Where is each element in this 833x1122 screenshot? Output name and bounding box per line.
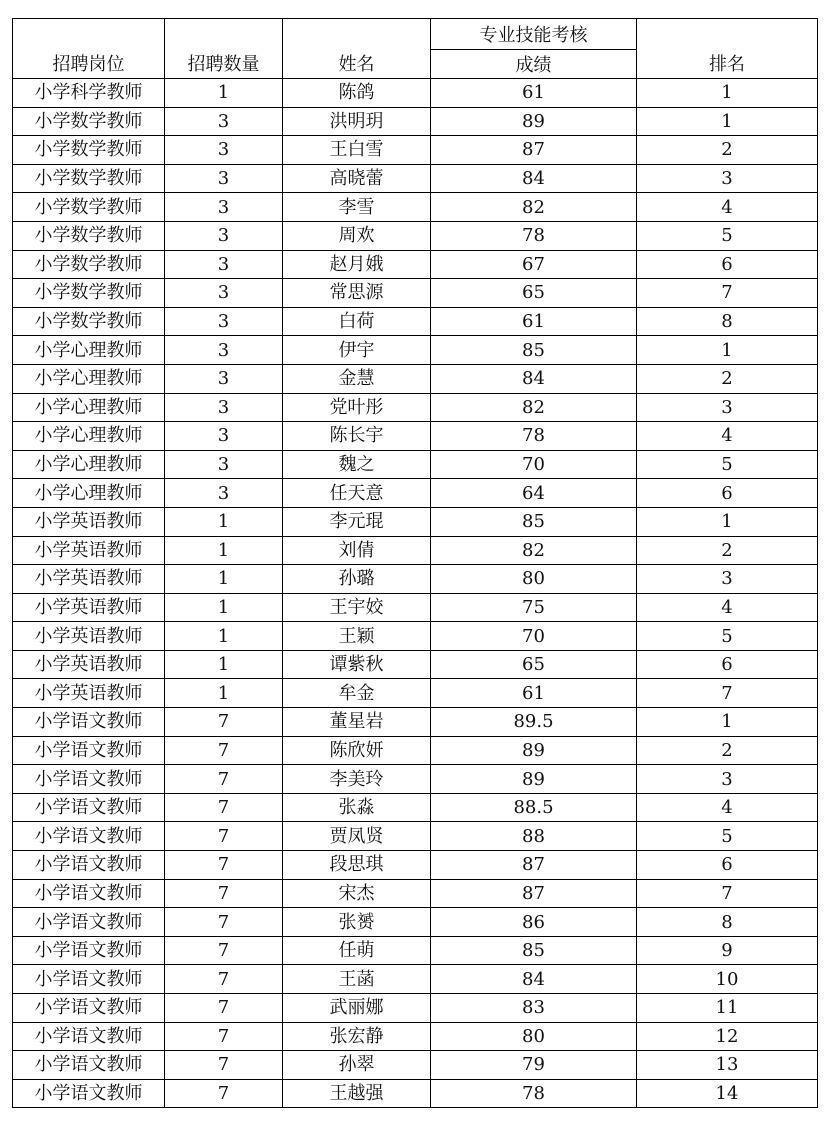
table-row: [13, 307, 818, 336]
table-row: [13, 221, 818, 250]
header-count: 招聘数量: [165, 19, 283, 79]
cell-position: 小学心理教师: [13, 479, 165, 508]
cell-score: 84: [431, 164, 637, 193]
table-row: [13, 736, 818, 765]
cell-rank: 6: [637, 479, 818, 508]
cell-position: 小学数学教师: [13, 136, 165, 165]
header-score: 成绩: [431, 50, 637, 79]
cell-rank: 2: [637, 136, 818, 165]
cell-score: 61: [431, 679, 637, 708]
cell-name: 任天意: [283, 479, 431, 508]
cell-score: 88: [431, 822, 637, 851]
cell-count: 7: [165, 1079, 283, 1108]
cell-rank: 3: [637, 565, 818, 594]
cell-position: 小学语文教师: [13, 851, 165, 880]
cell-score: 85: [431, 936, 637, 965]
cell-name: 金慧: [283, 364, 431, 393]
table-row: [13, 364, 818, 393]
cell-name: 白荷: [283, 307, 431, 336]
table-row: [13, 565, 818, 594]
table-row: [13, 793, 818, 822]
cell-count: 7: [165, 793, 283, 822]
table-row: [13, 622, 818, 651]
cell-score: 65: [431, 650, 637, 679]
cell-count: 3: [165, 250, 283, 279]
cell-name: 党叶彤: [283, 393, 431, 422]
cell-rank: 1: [637, 336, 818, 365]
cell-rank: 11: [637, 994, 818, 1023]
cell-score: 86: [431, 908, 637, 937]
table-body: [13, 79, 818, 1108]
cell-position: 小学语文教师: [13, 994, 165, 1023]
cell-count: 1: [165, 593, 283, 622]
cell-rank: 12: [637, 1022, 818, 1051]
cell-count: 3: [165, 422, 283, 451]
cell-position: 小学语文教师: [13, 908, 165, 937]
cell-count: 1: [165, 565, 283, 594]
cell-count: 3: [165, 450, 283, 479]
cell-count: 1: [165, 507, 283, 536]
cell-score: 78: [431, 1079, 637, 1108]
cell-score: 80: [431, 565, 637, 594]
cell-position: 小学语文教师: [13, 965, 165, 994]
cell-count: 7: [165, 908, 283, 937]
cell-position: 小学心理教师: [13, 364, 165, 393]
table-row: [13, 279, 818, 308]
cell-position: 小学英语教师: [13, 679, 165, 708]
cell-score: 89.5: [431, 708, 637, 737]
cell-count: 3: [165, 479, 283, 508]
cell-rank: 5: [637, 822, 818, 851]
table-row: [13, 879, 818, 908]
cell-position: 小学语文教师: [13, 736, 165, 765]
table-row: [13, 479, 818, 508]
cell-rank: 4: [637, 422, 818, 451]
cell-name: 王菡: [283, 965, 431, 994]
cell-count: 7: [165, 994, 283, 1023]
results-table: [12, 18, 818, 1108]
cell-position: 小学语文教师: [13, 879, 165, 908]
cell-count: 3: [165, 107, 283, 136]
table-row: [13, 994, 818, 1023]
cell-position: 小学心理教师: [13, 450, 165, 479]
table-row: [13, 1051, 818, 1080]
cell-name: 张赟: [283, 908, 431, 937]
cell-count: 1: [165, 622, 283, 651]
cell-name: 陈鸽: [283, 79, 431, 108]
cell-position: 小学语文教师: [13, 793, 165, 822]
cell-position: 小学数学教师: [13, 307, 165, 336]
cell-score: 61: [431, 79, 637, 108]
cell-score: 87: [431, 851, 637, 880]
cell-score: 82: [431, 393, 637, 422]
table-row: [13, 936, 818, 965]
cell-count: 7: [165, 822, 283, 851]
cell-position: 小学语文教师: [13, 1022, 165, 1051]
table-row: [13, 1022, 818, 1051]
table-row: [13, 422, 818, 451]
cell-score: 89: [431, 765, 637, 794]
cell-name: 李元琨: [283, 507, 431, 536]
cell-score: 75: [431, 593, 637, 622]
cell-rank: 4: [637, 193, 818, 222]
table-row: [13, 851, 818, 880]
cell-rank: 9: [637, 936, 818, 965]
cell-rank: 13: [637, 1051, 818, 1080]
table-row: [13, 164, 818, 193]
cell-count: 1: [165, 536, 283, 565]
cell-name: 谭紫秋: [283, 650, 431, 679]
cell-score: 65: [431, 279, 637, 308]
cell-position: 小学英语教师: [13, 650, 165, 679]
table-row: [13, 536, 818, 565]
cell-name: 高晓蕾: [283, 164, 431, 193]
cell-name: 伊宇: [283, 336, 431, 365]
cell-name: 李雪: [283, 193, 431, 222]
cell-score: 70: [431, 622, 637, 651]
cell-rank: 1: [637, 507, 818, 536]
cell-rank: 4: [637, 793, 818, 822]
cell-count: 3: [165, 393, 283, 422]
cell-rank: 6: [637, 851, 818, 880]
cell-count: 1: [165, 79, 283, 108]
cell-count: 3: [165, 221, 283, 250]
cell-count: 3: [165, 136, 283, 165]
cell-count: 7: [165, 936, 283, 965]
cell-score: 61: [431, 307, 637, 336]
cell-position: 小学英语教师: [13, 536, 165, 565]
cell-count: 3: [165, 193, 283, 222]
table-row: [13, 507, 818, 536]
cell-name: 张淼: [283, 793, 431, 822]
table-row: [13, 908, 818, 937]
cell-name: 陈长宇: [283, 422, 431, 451]
cell-position: 小学数学教师: [13, 107, 165, 136]
cell-position: 小学英语教师: [13, 622, 165, 651]
cell-name: 段思琪: [283, 851, 431, 880]
cell-position: 小学语文教师: [13, 708, 165, 737]
cell-position: 小学语文教师: [13, 1079, 165, 1108]
cell-score: 82: [431, 193, 637, 222]
cell-score: 64: [431, 479, 637, 508]
table-row: [13, 822, 818, 851]
cell-name: 牟金: [283, 679, 431, 708]
table-row: [13, 708, 818, 737]
cell-count: 7: [165, 708, 283, 737]
cell-rank: 2: [637, 536, 818, 565]
cell-rank: 1: [637, 79, 818, 108]
cell-name: 王宇姣: [283, 593, 431, 622]
cell-rank: 7: [637, 879, 818, 908]
cell-position: 小学语文教师: [13, 765, 165, 794]
cell-position: 小学英语教师: [13, 565, 165, 594]
cell-position: 小学英语教师: [13, 593, 165, 622]
cell-name: 孙璐: [283, 565, 431, 594]
cell-name: 贾凤贤: [283, 822, 431, 851]
cell-name: 魏之: [283, 450, 431, 479]
cell-position: 小学心理教师: [13, 336, 165, 365]
cell-rank: 3: [637, 765, 818, 794]
cell-rank: 3: [637, 393, 818, 422]
cell-score: 88.5: [431, 793, 637, 822]
cell-count: 7: [165, 965, 283, 994]
header-position: 招聘岗位: [13, 19, 165, 79]
table-header: [13, 19, 818, 79]
table-row: [13, 679, 818, 708]
cell-score: 83: [431, 994, 637, 1023]
cell-rank: 7: [637, 679, 818, 708]
cell-rank: 7: [637, 279, 818, 308]
cell-count: 1: [165, 679, 283, 708]
table-row: [13, 107, 818, 136]
cell-name: 孙翠: [283, 1051, 431, 1080]
table-row: [13, 650, 818, 679]
cell-rank: 2: [637, 364, 818, 393]
cell-count: 3: [165, 279, 283, 308]
cell-rank: 8: [637, 307, 818, 336]
cell-rank: 10: [637, 965, 818, 994]
cell-count: 7: [165, 1022, 283, 1051]
cell-name: 宋杰: [283, 879, 431, 908]
cell-rank: 1: [637, 708, 818, 737]
table-row: [13, 593, 818, 622]
cell-rank: 5: [637, 622, 818, 651]
cell-rank: 3: [637, 164, 818, 193]
cell-position: 小学语文教师: [13, 822, 165, 851]
cell-score: 67: [431, 250, 637, 279]
cell-count: 3: [165, 336, 283, 365]
cell-score: 89: [431, 107, 637, 136]
cell-rank: 5: [637, 450, 818, 479]
table-row: [13, 450, 818, 479]
cell-position: 小学心理教师: [13, 422, 165, 451]
cell-count: 7: [165, 1051, 283, 1080]
table-row: [13, 393, 818, 422]
cell-rank: 14: [637, 1079, 818, 1108]
cell-rank: 1: [637, 107, 818, 136]
cell-rank: 5: [637, 221, 818, 250]
table-row: [13, 193, 818, 222]
cell-name: 赵月娥: [283, 250, 431, 279]
table-row: [13, 1079, 818, 1108]
cell-name: 李美玲: [283, 765, 431, 794]
cell-score: 82: [431, 536, 637, 565]
cell-name: 王越强: [283, 1079, 431, 1108]
cell-position: 小学数学教师: [13, 164, 165, 193]
cell-count: 7: [165, 851, 283, 880]
cell-position: 小学数学教师: [13, 279, 165, 308]
table-row: [13, 136, 818, 165]
cell-position: 小学语文教师: [13, 936, 165, 965]
cell-position: 小学英语教师: [13, 507, 165, 536]
cell-rank: 8: [637, 908, 818, 937]
cell-name: 刘倩: [283, 536, 431, 565]
cell-count: 7: [165, 765, 283, 794]
cell-position: 小学科学教师: [13, 79, 165, 108]
cell-name: 周欢: [283, 221, 431, 250]
cell-score: 78: [431, 221, 637, 250]
cell-count: 3: [165, 164, 283, 193]
header-rank: 排名: [637, 19, 818, 79]
cell-name: 董星岩: [283, 708, 431, 737]
table-row: [13, 765, 818, 794]
cell-rank: 6: [637, 650, 818, 679]
cell-name: 张宏静: [283, 1022, 431, 1051]
cell-name: 任萌: [283, 936, 431, 965]
header-group-skill-assessment: 专业技能考核: [431, 19, 637, 50]
table-row: [13, 250, 818, 279]
cell-name: 陈欣妍: [283, 736, 431, 765]
cell-position: 小学数学教师: [13, 250, 165, 279]
cell-count: 3: [165, 307, 283, 336]
cell-name: 洪明玥: [283, 107, 431, 136]
header-name: 姓名: [283, 19, 431, 79]
cell-position: 小学数学教师: [13, 193, 165, 222]
cell-score: 85: [431, 336, 637, 365]
cell-rank: 4: [637, 593, 818, 622]
cell-count: 7: [165, 736, 283, 765]
cell-score: 84: [431, 965, 637, 994]
cell-count: 7: [165, 879, 283, 908]
cell-rank: 6: [637, 250, 818, 279]
cell-score: 85: [431, 507, 637, 536]
cell-score: 78: [431, 422, 637, 451]
cell-position: 小学数学教师: [13, 221, 165, 250]
cell-position: 小学语文教师: [13, 1051, 165, 1080]
cell-score: 87: [431, 136, 637, 165]
cell-name: 王颖: [283, 622, 431, 651]
table-row: [13, 965, 818, 994]
cell-count: 3: [165, 364, 283, 393]
cell-position: 小学心理教师: [13, 393, 165, 422]
cell-score: 70: [431, 450, 637, 479]
cell-score: 79: [431, 1051, 637, 1080]
cell-name: 常思源: [283, 279, 431, 308]
cell-score: 89: [431, 736, 637, 765]
cell-count: 1: [165, 650, 283, 679]
cell-rank: 2: [637, 736, 818, 765]
cell-score: 87: [431, 879, 637, 908]
table-row: [13, 79, 818, 108]
cell-name: 武丽娜: [283, 994, 431, 1023]
cell-name: 王白雪: [283, 136, 431, 165]
cell-score: 80: [431, 1022, 637, 1051]
cell-score: 84: [431, 364, 637, 393]
table-row: [13, 336, 818, 365]
